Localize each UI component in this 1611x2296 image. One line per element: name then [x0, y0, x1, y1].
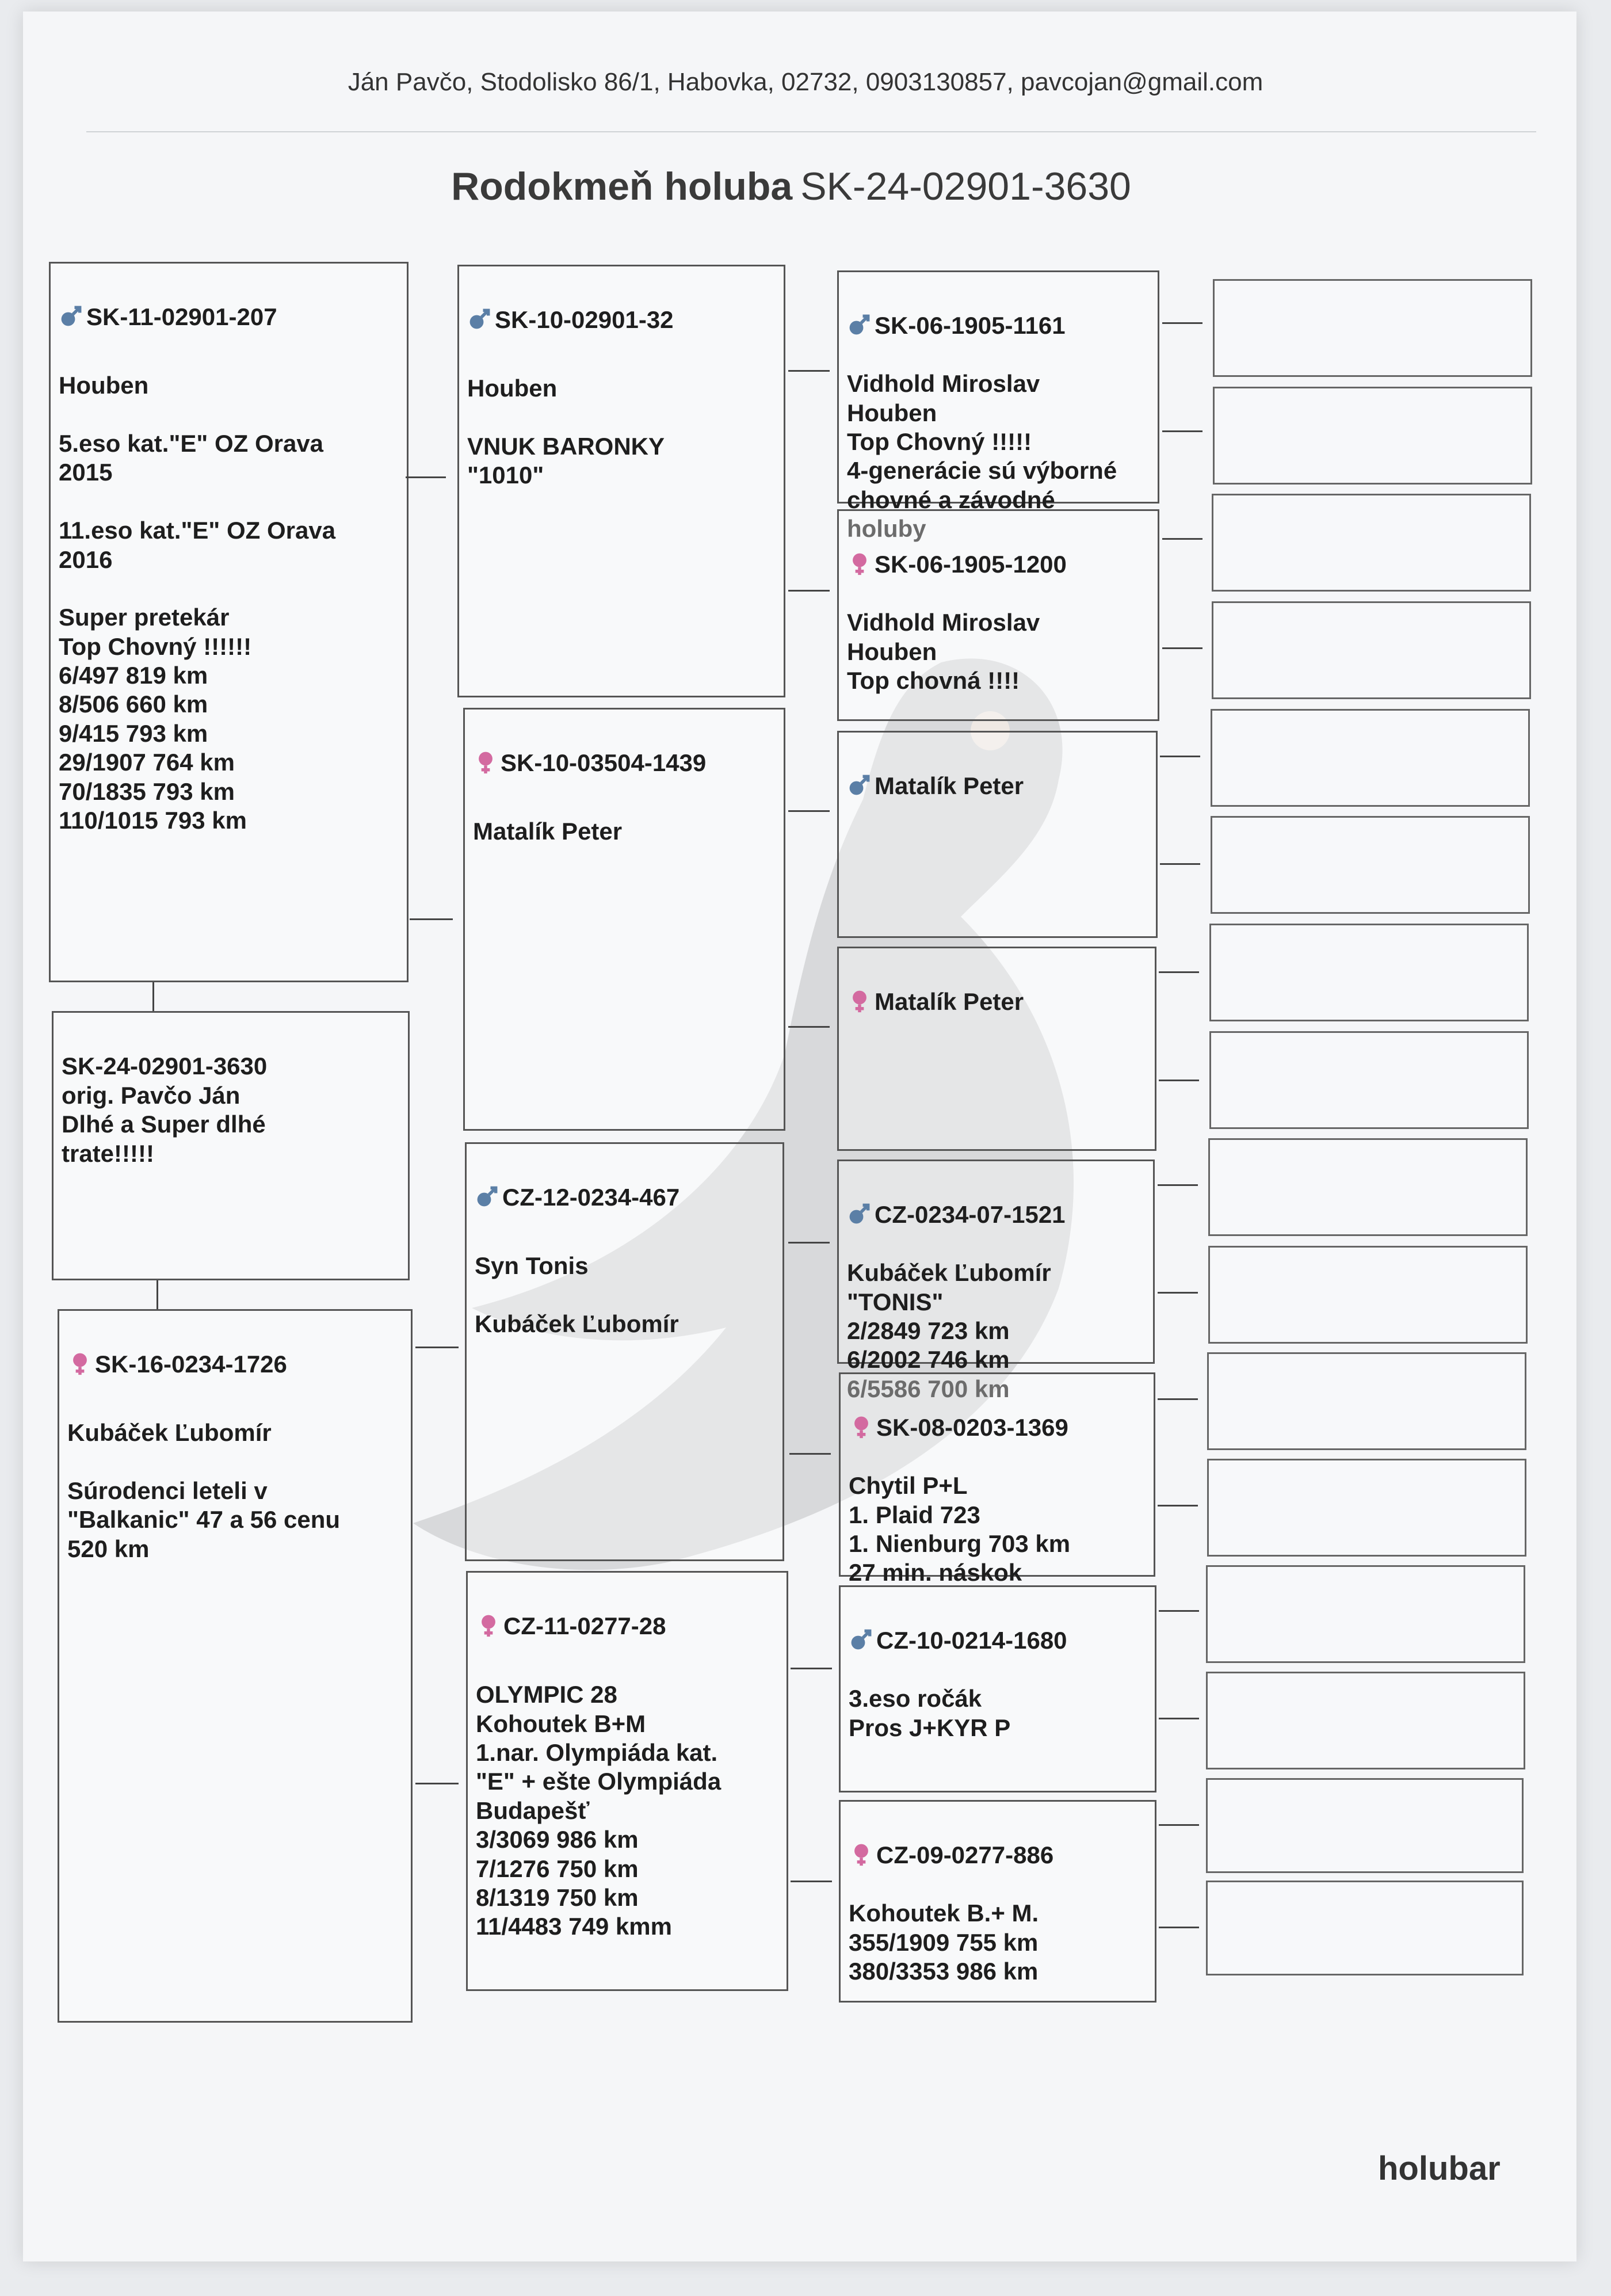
- father-details: Houben 5.eso kat."E" OZ Orava 2015 11.eso kat."E" OZ Orava 2016 Super pretekár Top Chovný !!!!!! 6/497 819 km 8/506 660 km 9/415 793 km 29/1907 764 km 70/1835 793 km 110/1015 793 km: [59, 372, 336, 834]
- mother-details: Kubáček Ľubomír Súrodenci leteli v "Balkanic" 47 a 56 cenu 520 km: [67, 1419, 341, 1562]
- empty-slot[interactable]: [1209, 1031, 1529, 1129]
- connector-line: [1159, 1927, 1199, 1928]
- great-grandparent-ring-row: [847, 987, 1147, 1016]
- father-ring: SK-11-02901-207: [86, 303, 277, 331]
- great-grandparent-ring: CZ-0234-07-1521: [875, 1201, 1066, 1229]
- connector-line: [1158, 1292, 1198, 1294]
- great-grandparent-card-1[interactable]: [837, 270, 1159, 543]
- great-grandparent-details: Vidhold Miroslav Houben Top chovná !!!!: [847, 609, 1040, 694]
- connector-line: [415, 1783, 459, 1784]
- great-grandparent-card-6[interactable]: [839, 1372, 1155, 1586]
- grandparent-ring-row: [473, 749, 776, 777]
- empty-slot[interactable]: [1212, 601, 1531, 699]
- grandparent-card-4[interactable]: [466, 1571, 788, 1991]
- female-icon: [847, 988, 872, 1013]
- female-icon: [847, 551, 872, 576]
- great-grandparent-details: Kubáček Ľubomír "TONIS" 2/2849 723 km 6/2002 746 km 6/5586 700 km: [847, 1259, 1051, 1402]
- empty-slot[interactable]: [1206, 1672, 1525, 1769]
- connector-line: [415, 1347, 459, 1348]
- female-icon: [473, 749, 498, 775]
- connector-line: [788, 810, 830, 812]
- great-grandparent-ring-row: [847, 1200, 1145, 1229]
- connector-line: [788, 590, 830, 592]
- great-grandparent-ring-row: [849, 1841, 1147, 1870]
- great-grandparent-ring-row: [849, 1626, 1147, 1655]
- female-icon: [849, 1414, 874, 1439]
- father-card[interactable]: [49, 262, 409, 982]
- male-icon: [475, 1184, 500, 1209]
- great-grandparent-ring: CZ-10-0214-1680: [876, 1627, 1067, 1654]
- mother-ring: SK-16-0234-1726: [95, 1351, 287, 1378]
- connector-line: [1162, 430, 1202, 432]
- connector-line: [406, 476, 446, 478]
- grandparent-details: Houben VNUK BARONKY "1010": [467, 375, 665, 489]
- male-icon: [847, 1201, 872, 1226]
- great-grandparent-ring-row: [847, 550, 1150, 579]
- great-grandparent-ring: SK-06-1905-1200: [875, 551, 1067, 578]
- connector-line: [1158, 1184, 1198, 1186]
- connector-line: [789, 1453, 831, 1455]
- female-icon: [849, 1841, 874, 1867]
- great-grandparent-card-4[interactable]: [837, 947, 1156, 1151]
- female-icon: [476, 1612, 501, 1638]
- grandparent-ring: SK-10-02901-32: [495, 306, 674, 334]
- connector-line: [1160, 863, 1200, 865]
- great-grandparent-name: Matalík Peter: [875, 988, 1024, 1016]
- empty-slot[interactable]: [1211, 709, 1530, 807]
- empty-slot[interactable]: [1206, 1778, 1524, 1873]
- male-icon: [847, 772, 872, 798]
- grandparent-card-1[interactable]: [457, 265, 785, 697]
- great-grandparent-ring: SK-06-1905-1161: [875, 312, 1066, 340]
- father-ring-row: [59, 303, 399, 331]
- grandparent-ring-row: [476, 1612, 778, 1641]
- great-grandparent-details: Kohoutek B.+ M. 355/1909 755 km 380/3353 986 km: [849, 1900, 1039, 1985]
- connector-line: [1160, 756, 1200, 757]
- connector-line: [791, 1668, 832, 1669]
- grandparent-details: OLYMPIC 28 Kohoutek B+M 1.nar. Olympiáda kat. "E" + ešte Olympiáda Budapešť 3/3069 986 km 7/1276 750 km 8/1319 750 km 11/4483 749 kmm: [476, 1681, 721, 1940]
- great-grandparent-ring-row: [847, 311, 1150, 340]
- empty-slot[interactable]: [1211, 816, 1530, 914]
- grandparent-ring-row: [467, 306, 776, 334]
- title-label: Rodokmeň holuba: [451, 165, 793, 208]
- empty-slot[interactable]: [1208, 1138, 1528, 1236]
- grandparent-card-3[interactable]: [465, 1142, 784, 1561]
- grandparent-card-2[interactable]: [463, 708, 785, 1131]
- male-icon: [849, 1627, 874, 1652]
- connector-line: [1159, 1824, 1199, 1826]
- empty-slot[interactable]: [1207, 1459, 1526, 1557]
- connector-line: [1159, 1718, 1199, 1719]
- connector-line: [1159, 1080, 1199, 1081]
- connector-line: [156, 1280, 158, 1309]
- connector-line: [1162, 538, 1202, 540]
- great-grandparent-details: 3.eso ročák Pros J+KYR P: [849, 1685, 1011, 1741]
- mother-ring-row: [67, 1350, 403, 1379]
- connector-line: [1162, 322, 1202, 324]
- connector-line: [1158, 1505, 1198, 1506]
- grandparent-ring: CZ-11-0277-28: [503, 1612, 666, 1640]
- male-icon: [59, 303, 84, 329]
- connector-line: [788, 1242, 830, 1244]
- connector-line: [788, 370, 830, 372]
- connector-line: [788, 1026, 830, 1028]
- connector-line: [1159, 1610, 1199, 1612]
- mother-card[interactable]: [58, 1309, 413, 2023]
- empty-slot[interactable]: [1212, 494, 1531, 592]
- empty-slot[interactable]: [1213, 279, 1532, 377]
- connector-line: [1159, 971, 1199, 973]
- male-icon: [847, 312, 872, 337]
- connector-line: [410, 918, 453, 920]
- empty-slot[interactable]: [1206, 1565, 1525, 1663]
- great-grandparent-name: Matalík Peter: [875, 772, 1024, 800]
- great-grandparent-card-5[interactable]: [837, 1160, 1155, 1402]
- connector-line: [1162, 647, 1202, 649]
- connector-line: [1158, 1398, 1198, 1400]
- great-grandparent-details: Vidhold Miroslav Houben Top Chovný !!!!! 4-generácie sú výborné chovné a závodné holuby: [847, 370, 1117, 543]
- empty-slot[interactable]: [1208, 1246, 1528, 1344]
- grandparent-details: Matalík Peter: [473, 818, 623, 845]
- grandparent-ring: CZ-12-0234-467: [502, 1184, 680, 1211]
- subject-details: SK-24-02901-3630 orig. Pavčo Ján Dlhé a Super dlhé trate!!!!!: [62, 1052, 268, 1167]
- empty-slot[interactable]: [1206, 1881, 1524, 1975]
- grandparent-details: Syn Tonis Kubáček Ľubomír: [475, 1252, 679, 1337]
- great-grandparent-card-2[interactable]: [837, 509, 1159, 721]
- title-ring: SK-24-02901-3630: [800, 165, 1131, 208]
- connector-line: [152, 982, 154, 1011]
- subject-card[interactable]: [52, 1011, 410, 1280]
- great-grandparent-ring-row: [849, 1413, 1146, 1442]
- connector-line: [791, 1881, 832, 1882]
- great-grandparent-ring: CZ-09-0277-886: [876, 1841, 1054, 1869]
- empty-slot[interactable]: [1213, 387, 1532, 485]
- great-grandparent-details: Chytil P+L 1. Plaid 723 1. Nienburg 703 km 27 min. náskok: [849, 1472, 1071, 1586]
- header-divider: [86, 131, 1536, 132]
- holubar-logo: holubar: [1378, 2150, 1501, 2187]
- great-grandparent-ring: SK-08-0203-1369: [876, 1414, 1068, 1441]
- great-grandparent-ring-row: [847, 772, 1148, 800]
- great-grandparent-card-3[interactable]: [837, 731, 1158, 938]
- grandparent-ring-row: [475, 1183, 774, 1212]
- great-grandparent-card-8[interactable]: [839, 1800, 1156, 2003]
- contact-header: Ján Pavčo, Stodolisko 86/1, Habovka, 02732, 0903130857, pavcojan@gmail.com: [348, 68, 1263, 96]
- male-icon: [467, 306, 493, 331]
- great-grandparent-card-7[interactable]: [839, 1585, 1156, 1792]
- grandparent-ring: SK-10-03504-1439: [501, 749, 707, 777]
- page-title: [0, 164, 1582, 209]
- female-icon: [67, 1351, 93, 1376]
- empty-slot[interactable]: [1207, 1352, 1526, 1450]
- empty-slot[interactable]: [1209, 924, 1529, 1021]
